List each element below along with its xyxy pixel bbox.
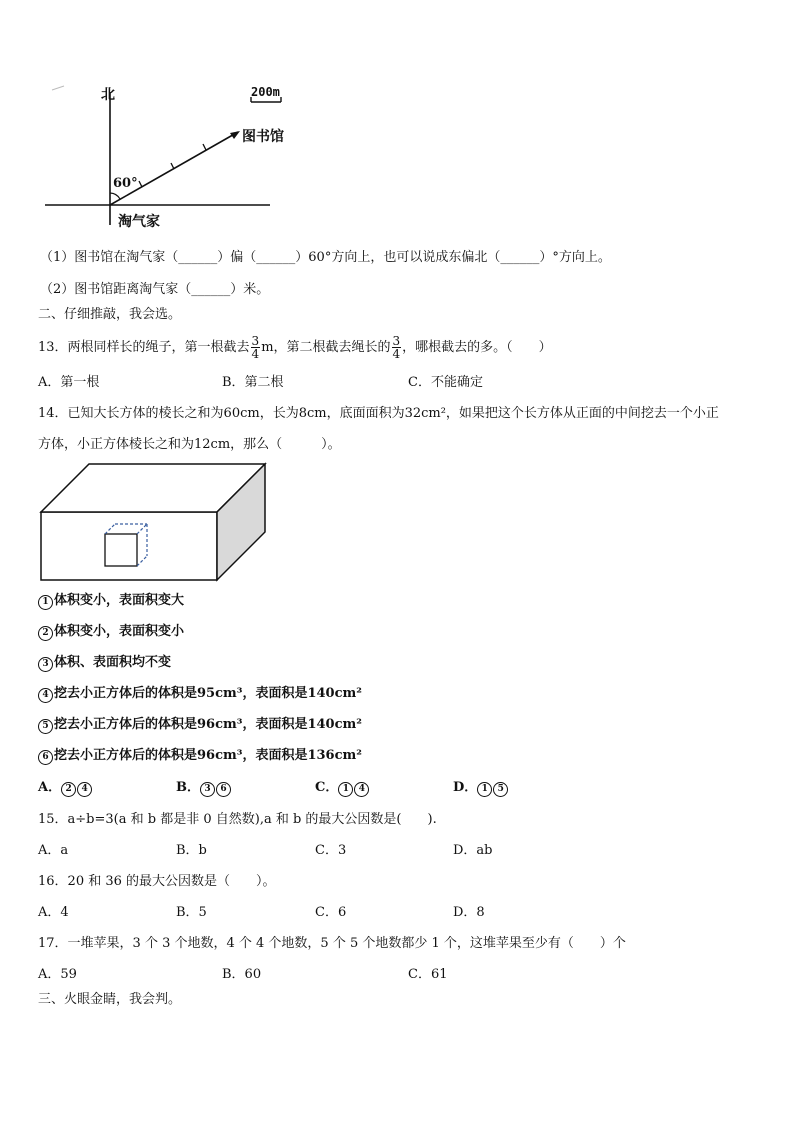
q17-option-c[interactable]: C．61 bbox=[408, 967, 448, 982]
map-north-label: 北 bbox=[101, 87, 115, 103]
q15-option-d[interactable]: D．ab bbox=[453, 843, 493, 858]
circled-number: 4 bbox=[38, 688, 53, 703]
circled-number: 6 bbox=[38, 750, 53, 765]
q16-text: 16．20 和 36 的最大公因数是（ ）。 bbox=[38, 874, 276, 889]
q13-post: ，哪根截去的多。（ ） bbox=[402, 340, 552, 355]
q13-fraction-1: $\frac{3}{4}$ bbox=[251, 334, 260, 361]
map-scale-label: 200m bbox=[251, 85, 280, 99]
q14-option-a[interactable]: A． 2 4 bbox=[38, 779, 93, 797]
section2-heading: 二、仔细推敲，我会选。 bbox=[38, 307, 182, 322]
q14-line2: 方体，小正方体棱长之和为12cm，那么（ ）。 bbox=[38, 437, 341, 452]
map-library-label: 图书馆 bbox=[242, 129, 284, 145]
q14-choice-5: 5 挖去小正方体后的体积是96cm³，表面积是140cm² bbox=[38, 716, 362, 734]
q13-mid: m，第二根截去绳长的 bbox=[261, 340, 391, 355]
q13-option-c[interactable]: C．不能确定 bbox=[408, 375, 483, 390]
q14-line1: 14．已知大长方体的棱长之和为60cm，长为8cm，底面面积为32cm²，如果把这个长方体从正面的中间挖去一个小正 bbox=[38, 406, 719, 421]
map-home-label: 淘气家 bbox=[118, 214, 160, 230]
cuboid-figure bbox=[38, 460, 270, 585]
q14-choice-2: 2 体积变小，表面积变小 bbox=[38, 623, 184, 641]
q14-option-d[interactable]: D． 1 5 bbox=[453, 779, 509, 797]
q15-option-a[interactable]: A．a bbox=[38, 843, 69, 858]
q16-option-c[interactable]: C．6 bbox=[315, 905, 347, 920]
direction-map-diagram bbox=[40, 80, 310, 240]
q13-pre: 13．两根同样长的绳子，第一根截去 bbox=[38, 340, 250, 355]
section3-heading: 三、火眼金睛，我会判。 bbox=[38, 992, 182, 1007]
q13-text bbox=[38, 335, 552, 360]
q14-choice-6: 6 挖去小正方体后的体积是96cm³，表面积是136cm² bbox=[38, 747, 362, 765]
q15-text: 15．a÷b=3(a 和 b 都是非 0 自然数),a 和 b 的最大公因数是( ). bbox=[38, 812, 437, 827]
q16-option-d[interactable]: D．8 bbox=[453, 905, 485, 920]
q12-part1: （1）图书馆在淘气家（______）偏（______）60°方向上，也可以说成东偏北（______）°方向上。 bbox=[40, 250, 611, 265]
q17-text: 17．一堆苹果，3 个 3 个地数，4 个 4 个地数，5 个 5 个地数都少 1 个，这堆苹果至少有（ ）个 bbox=[38, 936, 626, 951]
q14-option-b[interactable]: B． 3 6 bbox=[176, 779, 232, 797]
q17-option-b[interactable]: B．60 bbox=[222, 967, 262, 982]
q16-option-b[interactable]: B．5 bbox=[176, 905, 207, 920]
q13-option-a[interactable]: A．第一根 bbox=[38, 375, 100, 390]
circled-number: 1 bbox=[38, 595, 53, 610]
map-angle-label: 60° bbox=[113, 176, 138, 191]
q13-fraction-2: $\frac{3}{4}$ bbox=[392, 334, 401, 361]
q15-option-b[interactable]: B．b bbox=[176, 843, 207, 858]
q14-choice-1: 1 体积变小，表面积变大 bbox=[38, 592, 184, 610]
q13-option-b[interactable]: B．第二根 bbox=[222, 375, 284, 390]
q12-part2: （2）图书馆距离淘气家（______）米。 bbox=[40, 282, 270, 297]
q14-choice-4: 4 挖去小正方体后的体积是95cm³，表面积是140cm² bbox=[38, 685, 362, 703]
q17-option-a[interactable]: A．59 bbox=[38, 967, 77, 982]
circled-number: 3 bbox=[38, 657, 53, 672]
q16-option-a[interactable]: A．4 bbox=[38, 905, 69, 920]
q15-option-c[interactable]: C．3 bbox=[315, 843, 347, 858]
q14-option-c[interactable]: C． 1 4 bbox=[315, 779, 370, 797]
circled-number: 5 bbox=[38, 719, 53, 734]
circled-number: 2 bbox=[38, 626, 53, 641]
q14-choice-3: 3 体积、表面积均不变 bbox=[38, 654, 171, 672]
